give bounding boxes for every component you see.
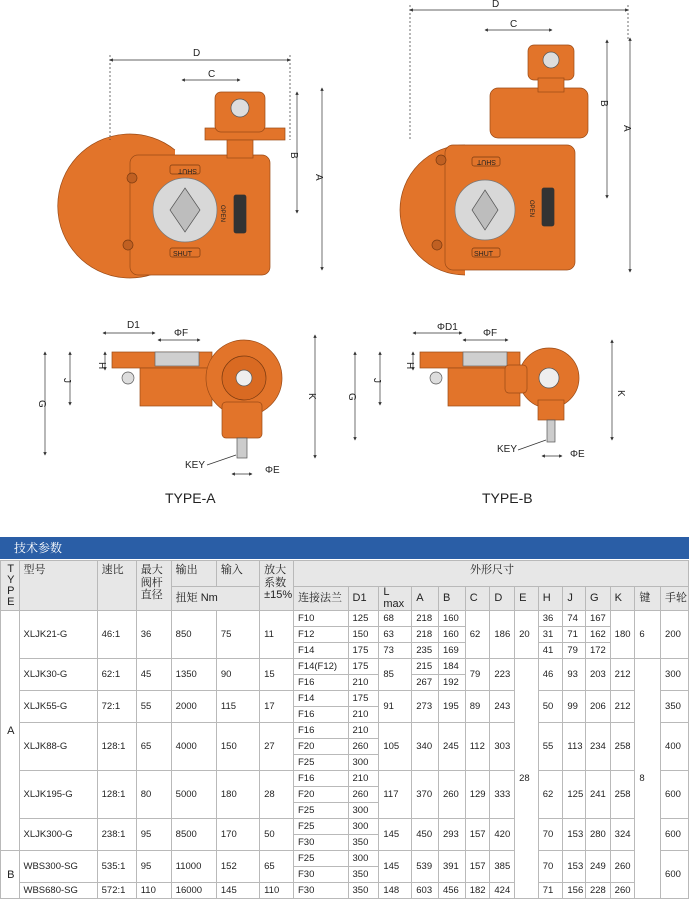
h-cell: 50 bbox=[538, 691, 563, 723]
d1-cell: 175 bbox=[348, 691, 379, 707]
stem-cell: 45 bbox=[136, 659, 171, 691]
lmax-cell: 63 bbox=[379, 627, 412, 643]
output-cell: 1350 bbox=[171, 659, 216, 691]
input-cell: 170 bbox=[216, 819, 259, 851]
k-cell: 180 bbox=[610, 611, 635, 659]
c-cell: 129 bbox=[465, 771, 490, 819]
d-cell: 303 bbox=[490, 723, 515, 771]
th-outline: 外形尺寸 bbox=[294, 561, 689, 587]
a-cell: 370 bbox=[412, 771, 439, 819]
ratio-cell: 128:1 bbox=[97, 771, 136, 819]
d1-cell: 210 bbox=[348, 771, 379, 787]
output-cell: 16000 bbox=[171, 883, 216, 899]
th-e: E bbox=[515, 587, 539, 611]
th-type-letter: E bbox=[7, 596, 15, 608]
dim-j-label-b: J bbox=[371, 378, 382, 383]
factor-cell: 50 bbox=[260, 819, 294, 851]
th-c: C bbox=[465, 587, 490, 611]
flange-cell: F14 bbox=[294, 691, 349, 707]
flange-cell: F25 bbox=[294, 851, 349, 867]
lmax-cell: 117 bbox=[379, 771, 412, 819]
lmax-cell: 145 bbox=[379, 819, 412, 851]
c-cell: 79 bbox=[465, 659, 490, 691]
model-cell: XLJK300-G bbox=[19, 819, 97, 851]
flange-cell: F16 bbox=[294, 707, 349, 723]
flange-cell: F25 bbox=[294, 755, 349, 771]
d-cell: 243 bbox=[490, 691, 515, 723]
th-lmax: L max bbox=[379, 587, 412, 611]
dim-d-label: D bbox=[193, 48, 201, 59]
model-cell: WBS680-SG bbox=[19, 883, 97, 899]
dim-c-label: C bbox=[208, 69, 216, 80]
shut-bottom-label-b: SHUT bbox=[474, 251, 494, 258]
h-cell: 71 bbox=[538, 883, 563, 899]
output-cell: 4000 bbox=[171, 723, 216, 771]
e-cell: 20 bbox=[515, 611, 539, 659]
key-cell: 8 bbox=[635, 659, 661, 899]
d1-cell: 150 bbox=[348, 627, 379, 643]
g-cell: 167 bbox=[585, 611, 610, 627]
table-row bbox=[1, 723, 689, 739]
flange-cell: F14(F12) bbox=[294, 659, 349, 675]
c-cell: 62 bbox=[465, 611, 490, 659]
input-cell: 150 bbox=[216, 723, 259, 771]
j-cell: 71 bbox=[563, 627, 586, 643]
th-output: 输出 bbox=[171, 561, 216, 587]
model-cell: XLJK88-G bbox=[19, 723, 97, 771]
th-type-letter: T bbox=[7, 563, 15, 575]
a-cell: 235 bbox=[412, 643, 439, 659]
table-row bbox=[1, 691, 689, 707]
dim-k-label-b: K bbox=[615, 390, 626, 397]
dim-g-label: G bbox=[36, 400, 47, 408]
handwheel-cell: 300 bbox=[661, 659, 689, 691]
dim-c-label-b: C bbox=[510, 19, 518, 30]
shut-top-label-a: SHUT bbox=[177, 167, 197, 174]
ratio-cell: 572:1 bbox=[97, 883, 136, 899]
b-cell: 456 bbox=[438, 883, 465, 899]
flange-cell: F16 bbox=[294, 675, 349, 691]
dim-phie-label: ΦE bbox=[265, 465, 280, 476]
a-cell: 267 bbox=[412, 675, 439, 691]
model-cell: WBS300-SG bbox=[19, 851, 97, 883]
type-a-front-view bbox=[58, 92, 285, 278]
ratio-cell: 72:1 bbox=[97, 691, 136, 723]
b-cell: 293 bbox=[438, 819, 465, 851]
th-model: 型号 bbox=[19, 561, 97, 611]
output-cell: 850 bbox=[171, 611, 216, 659]
output-cell: 5000 bbox=[171, 771, 216, 819]
th-k: K bbox=[610, 587, 635, 611]
type-b-caption: TYPE-B bbox=[482, 490, 533, 506]
g-cell: 203 bbox=[585, 659, 610, 691]
handwheel-cell: 600 bbox=[661, 771, 689, 819]
table-row bbox=[1, 819, 689, 835]
k-cell: 324 bbox=[610, 819, 635, 851]
open-label-a: OPEN bbox=[219, 205, 225, 223]
lmax-cell: 73 bbox=[379, 643, 412, 659]
c-cell: 157 bbox=[465, 851, 490, 883]
ratio-cell: 535:1 bbox=[97, 851, 136, 883]
d1-cell: 175 bbox=[348, 659, 379, 675]
dim-k-label: K bbox=[306, 393, 317, 400]
g-cell: 162 bbox=[585, 627, 610, 643]
th-d: D bbox=[490, 587, 515, 611]
h-cell: 41 bbox=[538, 643, 563, 659]
th-d1: D1 bbox=[348, 587, 379, 611]
c-cell: 182 bbox=[465, 883, 490, 899]
type-group-cell: A bbox=[1, 611, 20, 851]
j-cell: 125 bbox=[563, 771, 586, 819]
input-cell: 180 bbox=[216, 771, 259, 819]
flange-cell: F14 bbox=[294, 643, 349, 659]
j-cell: 79 bbox=[563, 643, 586, 659]
input-cell: 115 bbox=[216, 691, 259, 723]
e-cell: 28 bbox=[515, 659, 539, 899]
factor-cell: 17 bbox=[260, 691, 294, 723]
a-cell: 218 bbox=[412, 611, 439, 627]
dim-d1-label: D1 bbox=[127, 320, 140, 331]
key-label: KEY bbox=[185, 460, 206, 471]
flange-cell: F30 bbox=[294, 835, 349, 851]
h-cell: 46 bbox=[538, 659, 563, 691]
stem-cell: 36 bbox=[136, 611, 171, 659]
lmax-cell: 105 bbox=[379, 723, 412, 771]
d-cell: 333 bbox=[490, 771, 515, 819]
type-a-side-view bbox=[112, 340, 282, 458]
stem-cell: 65 bbox=[136, 723, 171, 771]
g-cell: 206 bbox=[585, 691, 610, 723]
type-b-side-view bbox=[420, 348, 579, 442]
th-type-letter: Y bbox=[7, 574, 15, 586]
factor-cell: 110 bbox=[260, 883, 294, 899]
flange-cell: F30 bbox=[294, 867, 349, 883]
a-cell: 215 bbox=[412, 659, 439, 675]
h-cell: 36 bbox=[538, 611, 563, 627]
b-cell: 184 bbox=[438, 659, 465, 675]
type-group-cell: B bbox=[1, 851, 20, 899]
flange-cell: F16 bbox=[294, 723, 349, 739]
flange-cell: F10 bbox=[294, 611, 349, 627]
model-cell: XLJK195-G bbox=[19, 771, 97, 819]
b-cell: 391 bbox=[438, 851, 465, 883]
table-row bbox=[1, 659, 689, 675]
g-cell: 241 bbox=[585, 771, 610, 819]
dim-g-label-b: G bbox=[346, 393, 357, 401]
stem-cell: 95 bbox=[136, 819, 171, 851]
b-cell: 192 bbox=[438, 675, 465, 691]
d1-cell: 350 bbox=[348, 835, 379, 851]
open-label-b: OPEN bbox=[528, 200, 534, 218]
a-cell: 539 bbox=[412, 851, 439, 883]
th-key: 键 bbox=[635, 587, 661, 611]
th-max-stem: 最大 阀杆 直径 bbox=[136, 561, 171, 611]
handwheel-cell: 600 bbox=[661, 851, 689, 899]
h-cell: 31 bbox=[538, 627, 563, 643]
th-torque: 扭矩 Nm bbox=[171, 587, 259, 611]
ratio-cell: 238:1 bbox=[97, 819, 136, 851]
handwheel-cell: 400 bbox=[661, 723, 689, 771]
dim-b-label: B bbox=[288, 152, 299, 159]
output-cell: 11000 bbox=[171, 851, 216, 883]
model-cell: XLJK55-G bbox=[19, 691, 97, 723]
c-cell: 112 bbox=[465, 723, 490, 771]
handwheel-cell: 200 bbox=[661, 611, 689, 659]
lmax-cell: 85 bbox=[379, 659, 412, 691]
h-cell: 70 bbox=[538, 819, 563, 851]
flange-cell: F25 bbox=[294, 819, 349, 835]
h-cell: 70 bbox=[538, 851, 563, 883]
th-h: H bbox=[538, 587, 563, 611]
stem-cell: 55 bbox=[136, 691, 171, 723]
d-cell: 420 bbox=[490, 819, 515, 851]
a-cell: 273 bbox=[412, 691, 439, 723]
th-factor: 放大 系数 ±15% bbox=[260, 561, 294, 611]
j-cell: 153 bbox=[563, 819, 586, 851]
th-type bbox=[1, 561, 20, 611]
factor-cell: 11 bbox=[260, 611, 294, 659]
factor-cell: 15 bbox=[260, 659, 294, 691]
th-type-letter: P bbox=[7, 585, 15, 597]
d1-cell: 350 bbox=[348, 883, 379, 899]
dim-b-label-b: B bbox=[598, 100, 609, 107]
input-cell: 145 bbox=[216, 883, 259, 899]
flange-cell: F30 bbox=[294, 883, 349, 899]
b-cell: 160 bbox=[438, 627, 465, 643]
factor-cell: 28 bbox=[260, 771, 294, 819]
j-cell: 153 bbox=[563, 851, 586, 883]
d-cell: 186 bbox=[490, 611, 515, 659]
th-ratio: 速比 bbox=[97, 561, 136, 611]
th-j: J bbox=[563, 587, 586, 611]
key-cell: 6 bbox=[635, 611, 661, 659]
dim-phie-label-b: ΦE bbox=[570, 449, 585, 460]
c-cell: 157 bbox=[465, 819, 490, 851]
g-cell: 234 bbox=[585, 723, 610, 771]
dim-phif-label-b: ΦF bbox=[483, 328, 498, 339]
shut-top-label-b: SHUT bbox=[476, 158, 496, 165]
j-cell: 156 bbox=[563, 883, 586, 899]
a-cell: 603 bbox=[412, 883, 439, 899]
dim-a-label-b: A bbox=[621, 125, 632, 132]
th-input: 输入 bbox=[216, 561, 259, 587]
b-cell: 260 bbox=[438, 771, 465, 819]
d1-cell: 300 bbox=[348, 851, 379, 867]
d1-cell: 300 bbox=[348, 819, 379, 835]
dim-phif-label: ΦF bbox=[174, 328, 189, 339]
output-cell: 8500 bbox=[171, 819, 216, 851]
b-cell: 160 bbox=[438, 611, 465, 627]
k-cell: 212 bbox=[610, 691, 635, 723]
b-cell: 195 bbox=[438, 691, 465, 723]
g-cell: 228 bbox=[585, 883, 610, 899]
d-cell: 223 bbox=[490, 659, 515, 691]
th-b: B bbox=[438, 587, 465, 611]
j-cell: 113 bbox=[563, 723, 586, 771]
dim-a-label: A bbox=[313, 174, 324, 181]
j-cell: 93 bbox=[563, 659, 586, 691]
dim-phid1-label-b: ΦD1 bbox=[437, 322, 458, 333]
d1-cell: 125 bbox=[348, 611, 379, 627]
stem-cell: 80 bbox=[136, 771, 171, 819]
d-cell: 385 bbox=[490, 851, 515, 883]
lmax-cell: 91 bbox=[379, 691, 412, 723]
d-cell: 424 bbox=[490, 883, 515, 899]
d1-cell: 300 bbox=[348, 803, 379, 819]
handwheel-cell: 600 bbox=[661, 819, 689, 851]
lmax-cell: 145 bbox=[379, 851, 412, 883]
ratio-cell: 62:1 bbox=[97, 659, 136, 691]
d1-cell: 350 bbox=[348, 867, 379, 883]
j-cell: 99 bbox=[563, 691, 586, 723]
g-cell: 249 bbox=[585, 851, 610, 883]
stem-cell: 110 bbox=[136, 883, 171, 899]
d1-cell: 300 bbox=[348, 755, 379, 771]
section-title: 技术参数 bbox=[0, 537, 689, 559]
th-g: G bbox=[585, 587, 610, 611]
table-row bbox=[1, 611, 689, 627]
j-cell: 74 bbox=[563, 611, 586, 627]
lmax-cell: 68 bbox=[379, 611, 412, 627]
flange-cell: F25 bbox=[294, 803, 349, 819]
flange-cell: F20 bbox=[294, 787, 349, 803]
th-handwheel: 手轮 bbox=[661, 587, 689, 611]
th-a: A bbox=[412, 587, 439, 611]
table-row bbox=[1, 883, 689, 899]
g-cell: 172 bbox=[585, 643, 610, 659]
output-cell: 2000 bbox=[171, 691, 216, 723]
flange-cell: F20 bbox=[294, 739, 349, 755]
g-cell: 280 bbox=[585, 819, 610, 851]
k-cell: 212 bbox=[610, 659, 635, 691]
th-flange: 连接法兰 bbox=[294, 587, 349, 611]
input-cell: 90 bbox=[216, 659, 259, 691]
k-cell: 258 bbox=[610, 723, 635, 771]
d1-cell: 175 bbox=[348, 643, 379, 659]
flange-cell: F16 bbox=[294, 771, 349, 787]
dim-h-label-b: H bbox=[404, 362, 415, 370]
shut-bottom-label-a: SHUT bbox=[173, 251, 193, 258]
spec-table bbox=[0, 560, 689, 899]
d1-cell: 260 bbox=[348, 787, 379, 803]
model-cell: XLJK30-G bbox=[19, 659, 97, 691]
k-cell: 260 bbox=[610, 851, 635, 883]
flange-cell: F12 bbox=[294, 627, 349, 643]
d1-cell: 210 bbox=[348, 723, 379, 739]
dim-h-label: H bbox=[96, 362, 107, 370]
h-cell: 62 bbox=[538, 771, 563, 819]
key-label-b: KEY bbox=[497, 444, 518, 455]
b-cell: 169 bbox=[438, 643, 465, 659]
a-cell: 340 bbox=[412, 723, 439, 771]
input-cell: 152 bbox=[216, 851, 259, 883]
k-cell: 258 bbox=[610, 771, 635, 819]
b-cell: 245 bbox=[438, 723, 465, 771]
a-cell: 218 bbox=[412, 627, 439, 643]
dim-d-label-b: D bbox=[492, 0, 500, 10]
handwheel-cell: 350 bbox=[661, 691, 689, 723]
c-cell: 89 bbox=[465, 691, 490, 723]
type-a-caption: TYPE-A bbox=[165, 490, 216, 506]
d1-cell: 210 bbox=[348, 675, 379, 691]
table-row bbox=[1, 851, 689, 867]
table-row bbox=[1, 771, 689, 787]
factor-cell: 65 bbox=[260, 851, 294, 883]
d1-cell: 260 bbox=[348, 739, 379, 755]
dim-j-label: J bbox=[61, 378, 72, 383]
model-cell: XLJK21-G bbox=[19, 611, 97, 659]
lmax-cell: 148 bbox=[379, 883, 412, 899]
ratio-cell: 46:1 bbox=[97, 611, 136, 659]
d1-cell: 210 bbox=[348, 707, 379, 723]
factor-cell: 27 bbox=[260, 723, 294, 771]
a-cell: 450 bbox=[412, 819, 439, 851]
stem-cell: 95 bbox=[136, 851, 171, 883]
h-cell: 55 bbox=[538, 723, 563, 771]
k-cell: 260 bbox=[610, 883, 635, 899]
input-cell: 75 bbox=[216, 611, 259, 659]
ratio-cell: 128:1 bbox=[97, 723, 136, 771]
